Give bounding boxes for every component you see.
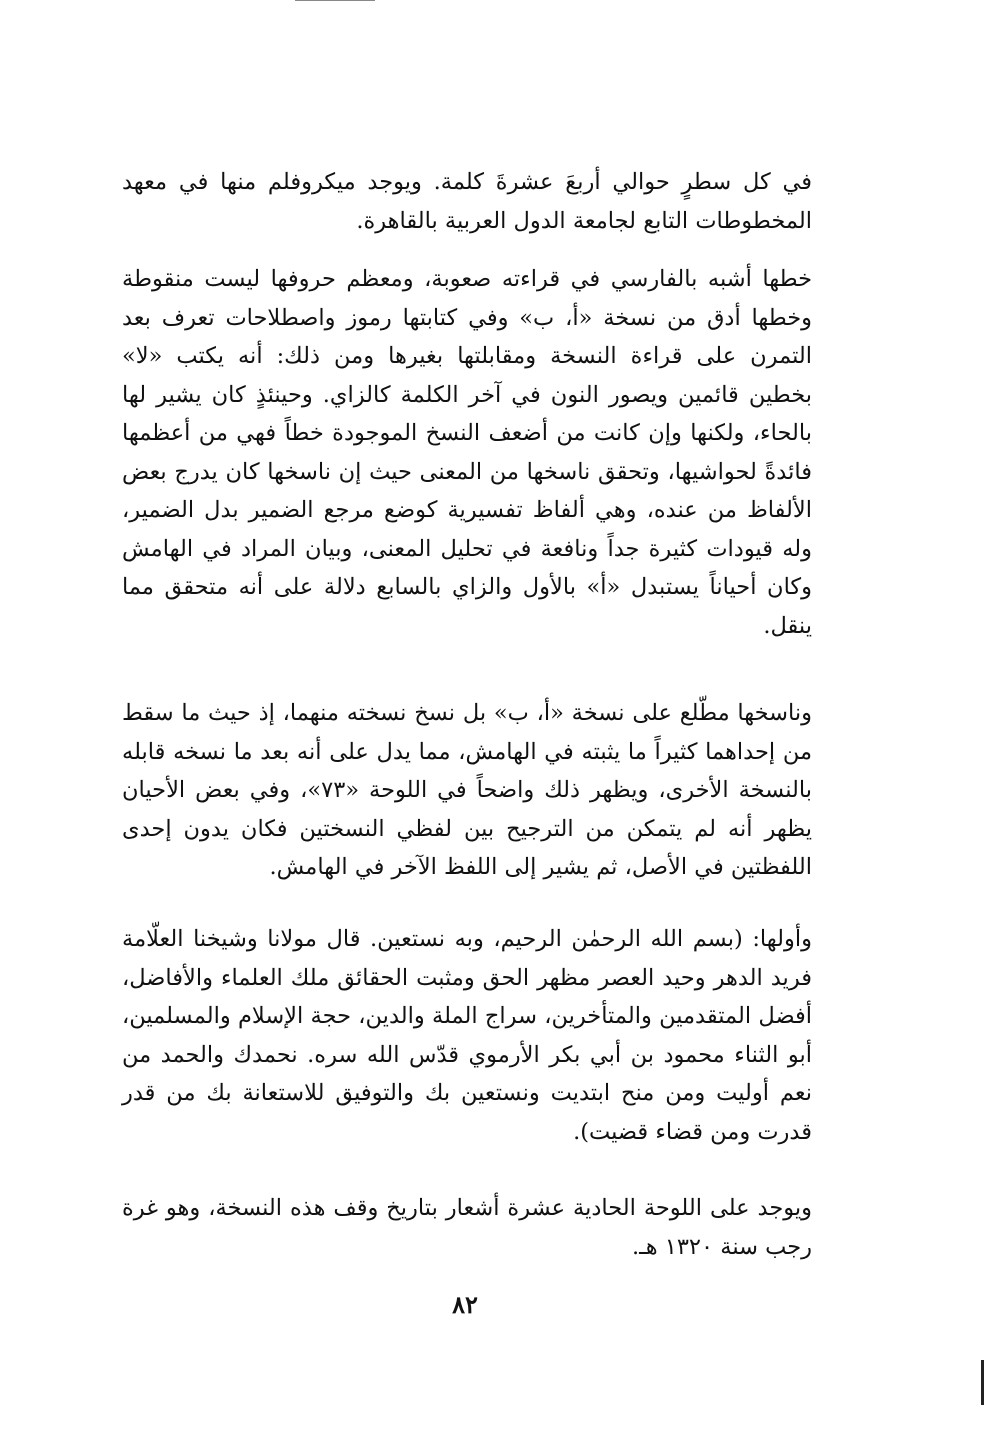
paragraph-5-text: ويوجد على اللوحة الحادية عشرة أشعار بتاريخ وقف هذه النسخة، وهو غرة رجب سنة ١٣٢٠ هـ.: [122, 1195, 812, 1260]
paragraph-1: [122, 163, 812, 240]
paragraph-3: [122, 694, 812, 887]
top-rule: [295, 0, 375, 1]
page-number: ٨٢: [452, 1290, 478, 1319]
paragraph-5: [122, 1189, 812, 1266]
paragraph-2-text: خطها أشبه بالفارسي في قراءته صعوبة، ومعظم حروفها ليست منقوطة وخطها أدق من نسخة «أ، ب» وفي كتابتها رموز واصطلاحات تعرف بعد التمرن على قراءة النسخة ومقابلتها بغيرها ومن ذلك: أنه يكتب «لا» بخطين قائمين ويصور النون في آخر الكلمة كالزاي. وحينئذٍ كان يشير لها بالحاء، ولكنها وإن كانت من أضعف النسخ الموجودة خطاً فهي من أعظمها فائدةً لحواشيها، وتحقق ناسخها من المعنى حيث إن ناسخها كان يدرج بعض الألفاظ من عنده، وهي ألفاظ تفسيرية كوضع مرجع الضمير بدل الضمير، وله قيودات كثيرة جداً ونافعة في تحليل المعنى، وبيان المراد في الهامش وكان أحياناً يستبدل «أ» بالأول والزاي بالسابع دلالة على أنه متحقق مما ينقل.: [122, 266, 812, 639]
paragraph-3-text: وناسخها مطّلع على نسخة «أ، ب» بل نسخ نسخته منهما، إذ حيث ما سقط من إحداهما كثيراً ما يثبته في الهامش، مما يدل على أنه بعد ما نسخه قابله بالنسخة الأخرى، ويظهر ذلك واضحاً في اللوحة «٧٣»، وفي بعض الأحيان يظهر أنه لم يتمكن من الترجيح بين لفظي النسختين فكان يدون إحدى اللفظتين في الأصل، ثم يشير إلى اللفظ الآخر في الهامش.: [122, 700, 812, 880]
paragraph-4-text: وأولها: (بسم الله الرحمٰن الرحيم، وبه نستعين. قال مولانا وشيخنا العلّامة فريد الدهر وحيد العصر مظهر الحق ومثبت الحقائق ملك العلماء والأفاضل، أفضل المتقدمين والمتأخرين، سراج الملة والدين، حجة الإسلام والمسلمين، أبو الثناء محمود بن أبي بكر الأرموي قدّس الله سره. نحمدك والحمد من نعم أوليت ومن منح ابتديت ونستعين بك والتوفيق للاستعانة بك من قدر قدرت ومن قضاء قضيت).: [122, 926, 812, 1145]
paragraph-2: [122, 260, 812, 645]
paragraph-4: [122, 920, 812, 1151]
paragraph-1-text: في كل سطرٍ حوالي أربعَ عشرةَ كلمة. ويوجد ميكروفلم منها في معهد المخطوطات التابع لجامعة الدول العربية بالقاهرة.: [122, 169, 812, 234]
scan-edge-mark: [981, 1360, 984, 1405]
